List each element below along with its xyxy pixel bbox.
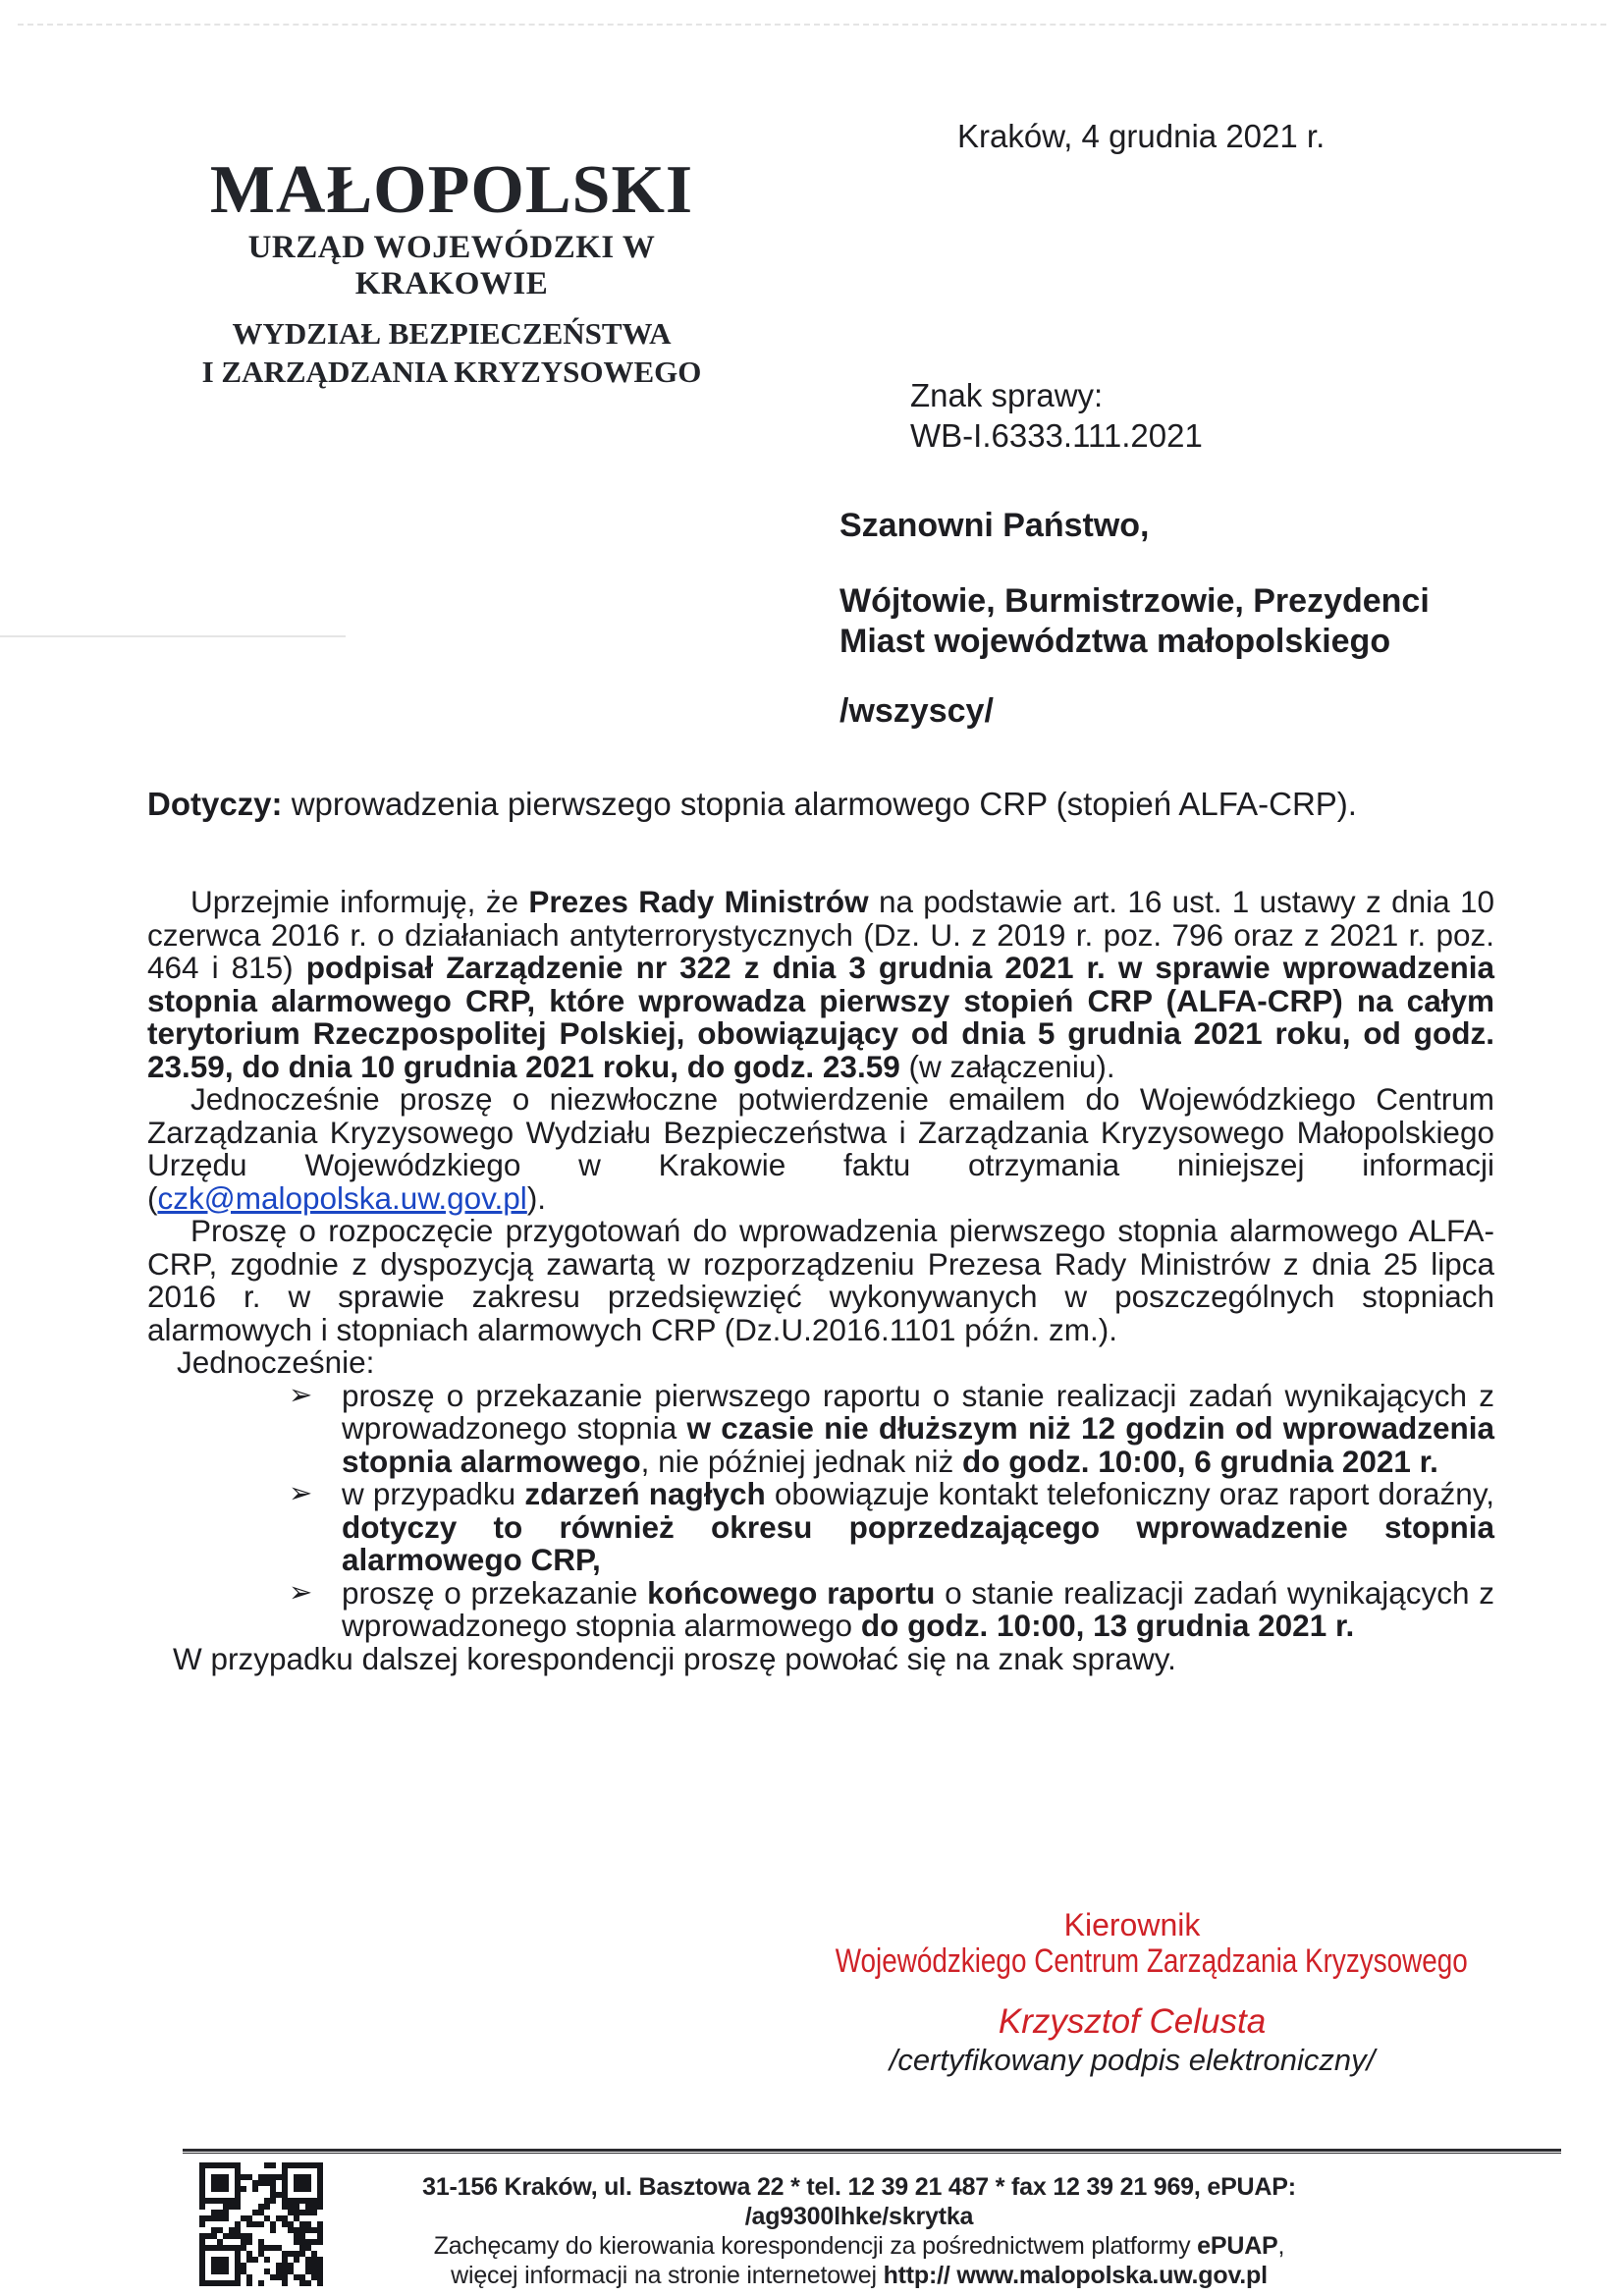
signer-title: Kierownik: [1063, 1907, 1201, 1942]
text-segment: ).: [526, 1179, 547, 1216]
bullet-item: [147, 1377, 1495, 1479]
org-subtitle: URZĄD WOJEWÓDZKI W KRAKOWIE: [247, 230, 656, 302]
signature-block: [766, 1907, 1498, 2078]
addressee-line-1: Wójtowie, Burmistrzowie, Prezydenci: [839, 582, 1430, 620]
text-segment: proszę o przekazanie pierwszego raportu o stanie realizacji zadań wynikających z wprowadzonego stopnia: [342, 1377, 1494, 1446]
footer-divider: [183, 2149, 1561, 2154]
text-segment: dotyczy to również okresu poprzedzającego wprowadzenie stopnia alarmowego CRP,: [342, 1508, 1494, 1577]
text-segment: do godz. 10:00, 13 grudnia 2021 r.: [860, 1608, 1355, 1643]
text-segment: http:// www.malopolska.uw.gov.pl: [883, 2262, 1268, 2289]
text-segment: Zachęcamy do kierowania korespondencji za pośrednictwem platformy: [433, 2232, 1198, 2260]
text-segment: Uprzejmie informuję, że: [190, 884, 529, 919]
paragraph-2: [147, 1083, 1494, 1215]
arrow-bullet-icon: ➢: [289, 1379, 313, 1411]
qr-code-image: [199, 2162, 323, 2286]
bullet-text: [342, 1478, 1494, 1577]
text-segment: podpisał Zarządzenie nr 322 z dnia 3 grudnia 2021 r. w sprawie wprowadzenia stopnia alarmowego CRP, które wprowadza pierwszy stopień CRP (ALFA-CRP) na całym terytorium Rzeczpospolitej Polskiej, obowiązujący od dnia 5 grudnia 2021 roku, od godz. 23.59, do dnia 10 grudnia 2021 roku, do godz. 23.59: [147, 950, 1494, 1084]
footer-epuap-line: [324, 2231, 1394, 2261]
bullet-list: [147, 1377, 1495, 1643]
arrow-bullet-icon: ➢: [289, 1478, 313, 1509]
footer-text: [324, 2172, 1394, 2290]
text-segment: Prezes Rady Ministrów: [528, 884, 869, 919]
bullet-item: [147, 1478, 1494, 1577]
footer-website-line: [324, 2261, 1394, 2290]
text-segment: Jednocześnie proszę o niezwłoczne potwierdzenie emailem do Wojewódzkiego Centrum Zarządzania Kryzysowego Wydziału Bezpieczeństwa i Zarządzania Kryzysowego Małopolskiego Urzędu Wojewódzkiego w Krakowie faktu otrzymania niniejszej informacji (: [147, 1081, 1494, 1216]
paragraph-1: [147, 886, 1494, 1083]
text-segment: do godz. 10:00, 6 grudnia 2021 r.: [962, 1443, 1438, 1479]
paragraph-3: [147, 1215, 1494, 1346]
text-segment: proszę o przekazanie: [342, 1574, 648, 1611]
salutation: Szanowni Państwo,: [839, 507, 1150, 544]
closing-line: W przypadku dalszej korespondencji proszę powołać się na znak sprawy.: [173, 1640, 1176, 1676]
text-segment: w przypadku: [342, 1476, 525, 1511]
text-segment: o stanie realizacji zadań wynikających z wprowadzonego stopnia alarmowego: [342, 1574, 1494, 1643]
bullet-text: [342, 1574, 1494, 1643]
scan-artifact-line: [0, 635, 346, 637]
bullet-item: [147, 1574, 1494, 1643]
text-segment: , nie później jednak niż: [640, 1443, 963, 1479]
text-segment: Proszę o rozpoczęcie przygotowań do wprowadzenia pierwszego stopnia alarmowego ALFA-CRP, zgodnie z dyspozycją zawartą w rozporządzeniu Prezesa Rady Ministrów z dnia 25 lipca 2016 r. w sprawie zakresu przedsięwzięć wykonywanych w poszczególnych stopniach alarmowych i stopniach alarmowych CRP (Dz.U.2016.1101 późn. zm.).: [147, 1213, 1494, 1347]
case-reference-number: WB-I.6333.111.2021: [910, 417, 1203, 454]
addressee-scope: /wszyscy/: [839, 692, 994, 730]
text-segment: na podstawie art. 16 ust. 1 ustawy z dnia 10 czerwca 2016 r. o działaniach antyterrorystycznych (Dz. U. z 2019 r. poz. 796 oraz z 2021 r. poz. 464 i 815): [147, 884, 1494, 985]
date-line: Kraków, 4 grudnia 2021 r.: [957, 118, 1326, 154]
email-link[interactable]: czk@malopolska.uw.gov.pl: [157, 1179, 527, 1216]
letter-body: [147, 886, 1494, 1675]
text-segment: ePUAP: [1197, 2232, 1278, 2260]
signer-unit: Wojewódzkiego Centrum Zarządzania Kryzysowego: [835, 1942, 1468, 1980]
text-segment: więcej informacji na stronie internetowej: [451, 2262, 884, 2289]
text-segment: ,: [1277, 2232, 1285, 2260]
addressee-block: [839, 506, 1430, 732]
text-segment: obowiązuje kontakt telefoniczny oraz raport doraźny,: [765, 1476, 1494, 1511]
case-reference: [910, 375, 1203, 456]
qr-code: [199, 2162, 323, 2286]
scan-artifact-line: [18, 24, 1606, 26]
arrow-bullet-icon: ➢: [289, 1576, 313, 1609]
signer-name: Krzysztof Celusta: [998, 2002, 1267, 2041]
footer-address-line: [324, 2172, 1394, 2231]
bullet-text: [342, 1377, 1495, 1479]
text-segment: w czasie nie dłuższym niż 12 godzin od wprowadzenia stopnia alarmowego: [342, 1410, 1495, 1479]
text-segment: końcowego raportu: [647, 1574, 936, 1611]
text-segment: (w załączeniu).: [899, 1048, 1115, 1084]
department-line-2: I ZARZĄDZANIA KRYZYSOWEGO: [201, 355, 702, 390]
list-intro: Jednocześnie:: [177, 1344, 375, 1380]
org-name: MAŁOPOLSKI: [209, 152, 694, 228]
letterhead: [165, 152, 738, 390]
department-line-1: WYDZIAŁ BEZPIECZEŃSTWA: [232, 316, 672, 352]
case-reference-label: Znak sprawy:: [910, 377, 1104, 413]
text-segment: Dotyczy:: [147, 786, 283, 822]
addressee-line-2: Miast województwa małopolskiego: [839, 623, 1391, 660]
text-segment: zdarzeń nagłych: [524, 1476, 766, 1511]
subject-line: [147, 786, 1357, 823]
text-segment: wprowadzenia pierwszego stopnia alarmowego CRP (stopień ALFA-CRP).: [282, 786, 1357, 822]
signature-note: /certyfikowany podpis elektroniczny/: [889, 2043, 1376, 2077]
text-segment: 31-156 Kraków, ul. Basztowa 22 * tel. 12 39 21 487 * fax 12 39 21 969, ePUAP: /ag9300lhke/skrytka: [422, 2173, 1296, 2230]
